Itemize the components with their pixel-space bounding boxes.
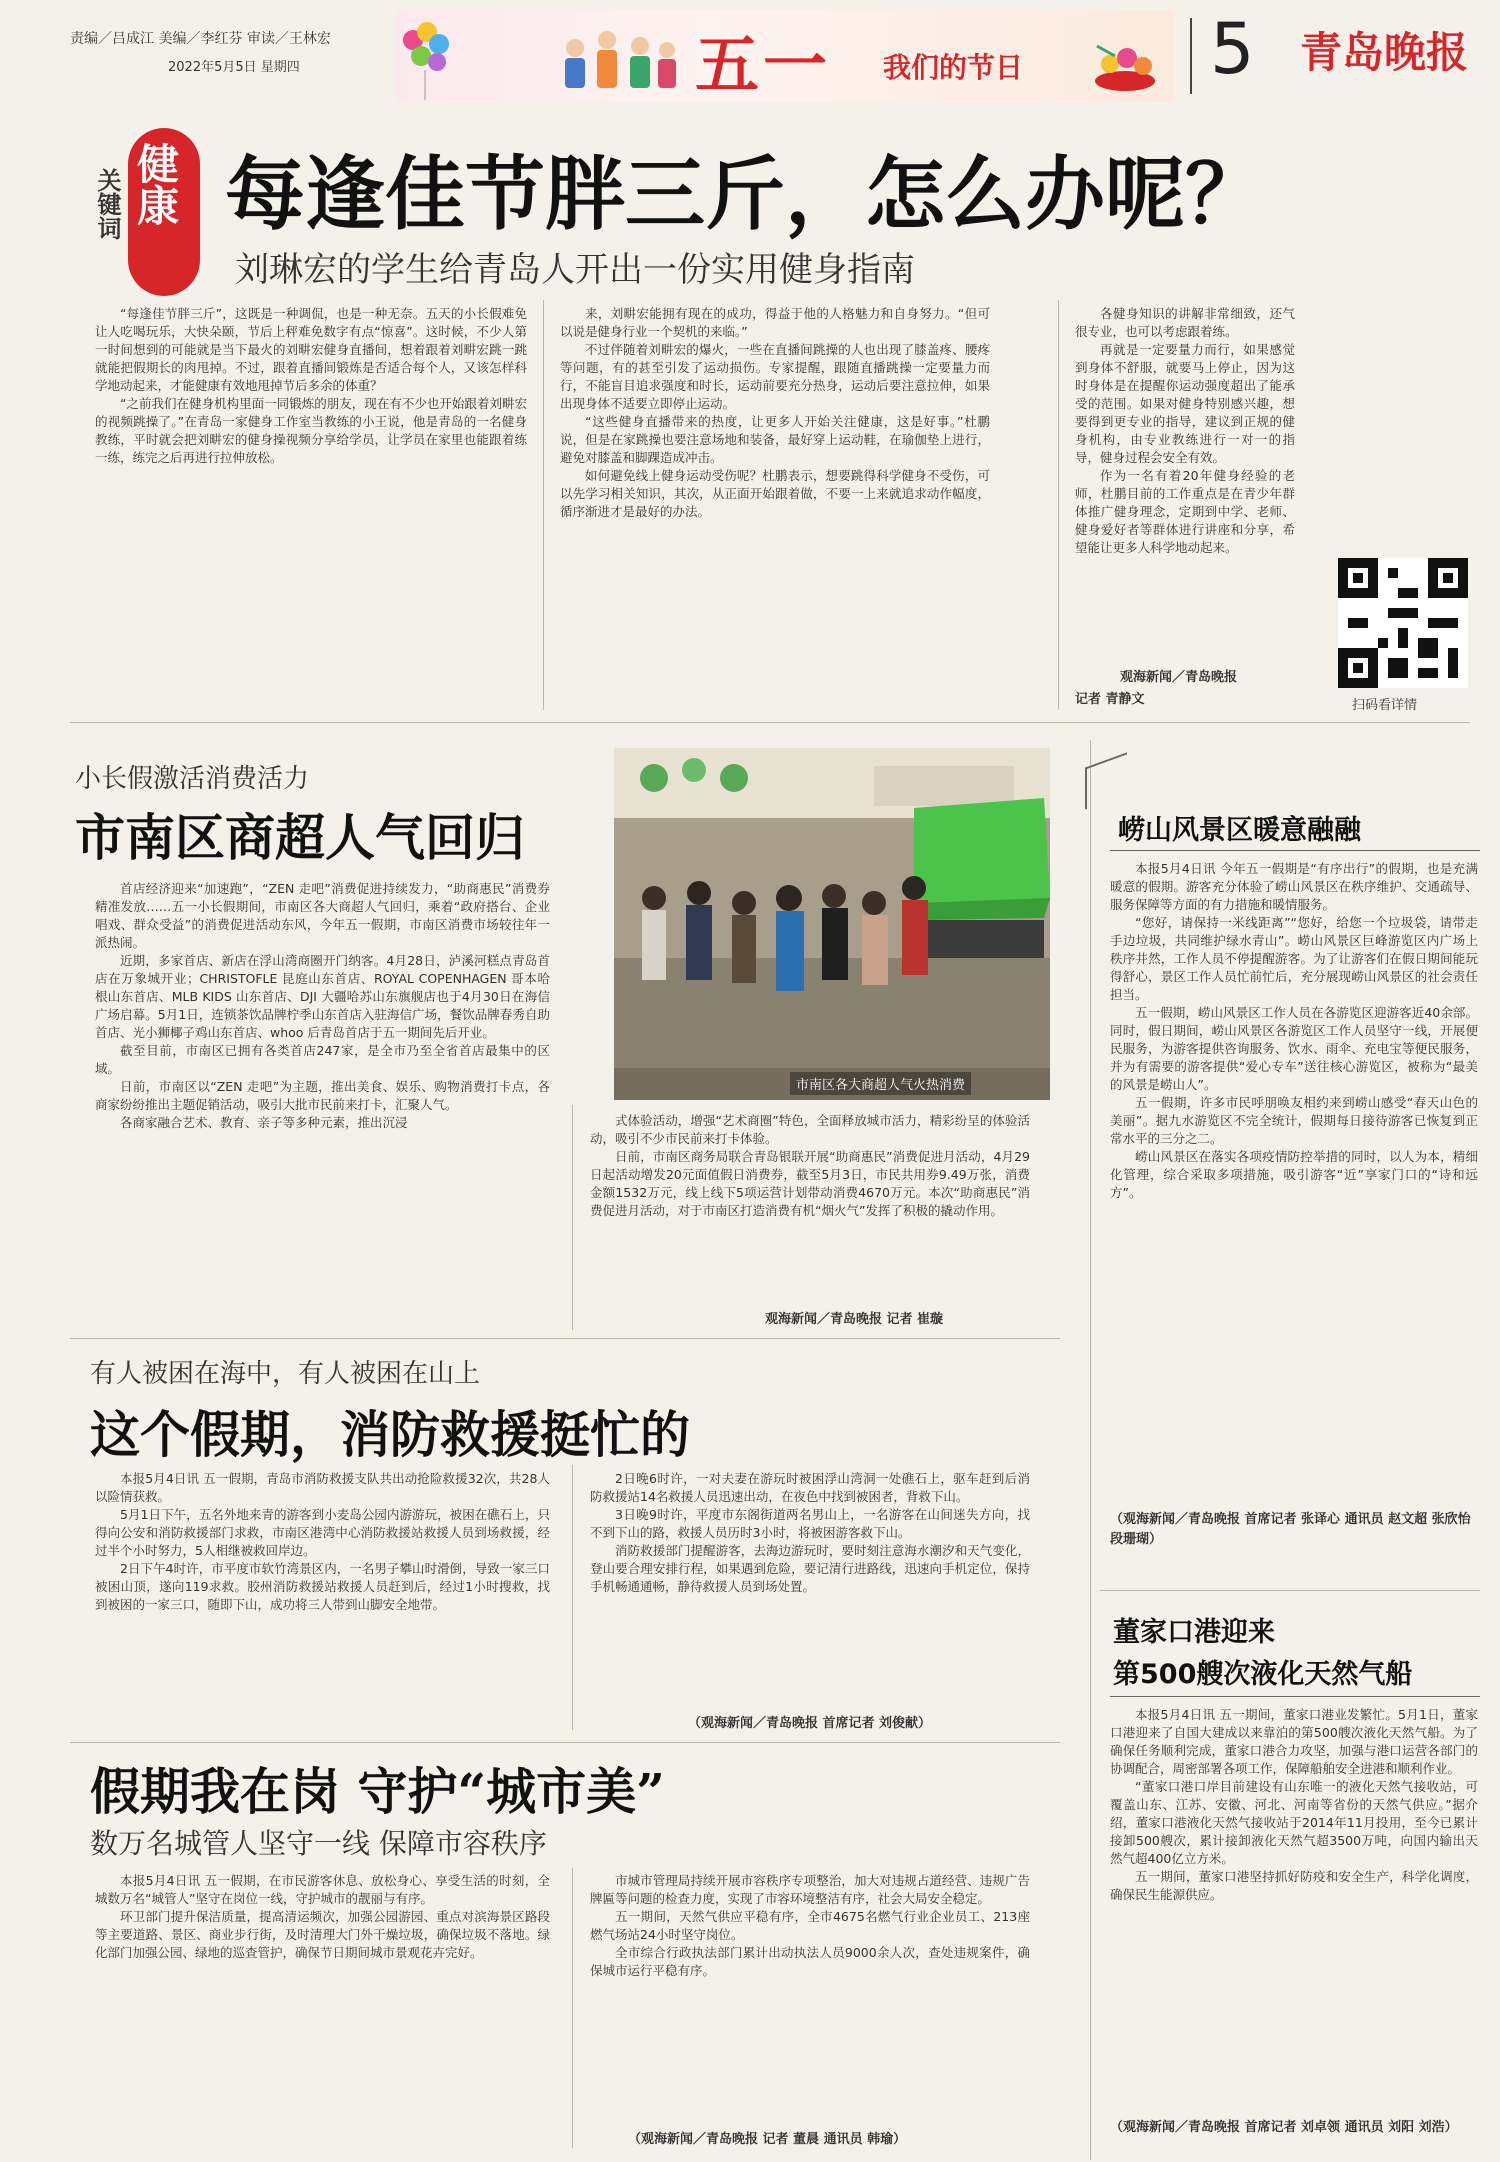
column-rule bbox=[543, 300, 544, 710]
paragraph: 五一假期，许多市民呼朋唤友相约来到崂山感受“春天山色的美丽”。据九水游览区不完全统计，假期每日接待游客已恢复到正常水平的三分之二。 bbox=[1110, 1095, 1478, 1146]
sidebar-corner-mark bbox=[1085, 752, 1127, 809]
paragraph: “您好，请保持一米线距离”“您好，给您一个垃圾袋，请带走手边垃圾，共同维护绿水青山”。崂山风景区巨峰游览区内广场上秩序井然，工作人员不停提醒游客。为了让游客们在假日期间能玩得舒心，景区工作人员忙前忙后，充分展现崂山风景区的社会责任担当。 bbox=[1110, 915, 1478, 1002]
sidebar-divider bbox=[1090, 740, 1091, 2160]
paragraph: 不过伴随着刘畊宏的爆火，一些在直播间跳操的人也出现了膝盖疼、腰疼等问题，有的甚至引发了运动损伤。专家提醒，跟随直播跳操一定要量力而行，不能盲目追求强度和时长，运动前要充分热身，运动后要注意拉伸，如果出现身体不适要立即停止运动。 bbox=[560, 342, 990, 411]
paragraph: 五一期间，董家口港坚持抓好防疫和安全生产，科学化调度，确保民生能源供应。 bbox=[1110, 1869, 1478, 1902]
city-subhead: 数万名城管人坚守一线 保障市容秩序 bbox=[90, 1827, 547, 1860]
balloons-illustration bbox=[395, 10, 455, 102]
column-rule bbox=[1058, 300, 1059, 710]
paragraph: “董家口港口岸目前建设有山东唯一的液化天然气接收站，可覆盖山东、江苏、安徽、河北、河南等省份的天然气供应。”据介绍，董家口港液化天然气接收站于2014年11月投用，至今已累计接卸500艘次，累计接卸液化天然气超3500万吨，向国内输出天然气超400亿立方米。 bbox=[1110, 1779, 1478, 1866]
paper-name-logo: 青岛晚报 bbox=[1300, 28, 1469, 77]
paragraph: 本报5月4日讯 五一假期，在市民游客休息、放松身心、享受生活的时刻，全城数万名“城管人”坚守在岗位一线，守护城市的靓丽与有序。 bbox=[95, 1873, 550, 1906]
lead-subhead: 刘琳宏的学生给青岛人开出一份实用健身指南 bbox=[235, 250, 915, 290]
column-rule bbox=[572, 1465, 573, 1730]
keyword-main: 健康 bbox=[131, 142, 180, 226]
column-rule bbox=[572, 1105, 573, 1330]
paragraph: 2日下午4时许，市平度市软竹湾景区内，一名男子攀山时滑倒，导致一家三口被困山顶，遂向119求救。胶州消防救援站救援人员赶到后，经过1小时搜救，找到被困的一家三口，随即下山，成功将三人带到山脚安全地带。 bbox=[95, 1561, 550, 1612]
city-byline: （观海新闻／青岛晚报 记者 董晨 通讯员 韩瑜） bbox=[628, 2132, 907, 2147]
paragraph: “之前我们在健身机构里面一同锻炼的朋友，现在有不少也开始跟着刘畊宏的视频跳操了。”在青岛一家健身工作室当教练的小王说，他是青岛的一名健身教练，平时就会把刘畊宏的健身操视频分享给学员，让学员在家里也能跟着练一练，练完之后再进行拉伸放松。 bbox=[95, 396, 527, 465]
laoshan-headline: 崂山风景区暖意融融 bbox=[1118, 815, 1361, 846]
laoshan-byline: （观海新闻／青岛晚报 首席记者 张译心 通讯员 赵文超 张欣怡 段珊瑚） bbox=[1110, 1512, 1471, 1547]
section-rule bbox=[1100, 1590, 1480, 1591]
section-rule bbox=[70, 1338, 1060, 1339]
paragraph: 各商家融合艺术、教育、亲子等多种元素，推出沉浸 bbox=[120, 1115, 408, 1130]
paragraph: 5月1日下午，五名外地来青的游客到小麦岛公园内游游玩，被困在礁石上，只得向公安和消防救援部门求救，市南区港湾中心消防救援站救援人员到场救援，经过半个小时努力，5人相继被救回岸边。 bbox=[95, 1507, 550, 1558]
qr-code[interactable] bbox=[1338, 558, 1468, 688]
lead-col-3 bbox=[1075, 305, 1295, 655]
laoshan-title-rule bbox=[1110, 850, 1480, 851]
laoshan-body bbox=[1110, 860, 1478, 1500]
mall-col-2 bbox=[590, 1112, 1030, 1297]
mall-photo[interactable] bbox=[614, 748, 1050, 1100]
keyword-side-label: 关键词 bbox=[93, 168, 121, 240]
paragraph: 3日晚9时许，平度市东阁街道两名男山上，一名游客在山间迷失方向，找不到下山的路，救援人员历时3小时，将被困游客救下山。 bbox=[590, 1507, 1030, 1540]
paragraph: 全市综合行政执法部门累计出动执法人员9000余人次，查处违规案件，确保城市运行平稳有序。 bbox=[590, 1945, 1030, 1978]
paragraph: “这些健身直播带来的热度，让更多人开始关注健康，这是好事。”杜鹏说，但是在家跳操也要注意场地和装备，最好穿上运动鞋，在瑜伽垫上进行，避免对膝盖和脚踝造成冲击。 bbox=[560, 414, 990, 465]
lead-col-1 bbox=[95, 305, 527, 705]
paragraph: 五一假期，崂山风景区工作人员在各游览区迎游客近40余部。同时，假日期间，崂山风景区各游览区工作人员坚守一线，开展便民服务，为游客提供咨询服务、饮水、雨伞、充电宝等便民服务，并为有需要的游客提供“爱心专车”送往核心游览区，被称为“最美的风景是崂山人”。 bbox=[1110, 1005, 1478, 1092]
fire-byline: （观海新闻／青岛晚报 首席记者 刘俊献） bbox=[688, 1716, 932, 1731]
date-line: 2022年5月5日 星期四 bbox=[168, 60, 300, 75]
lng-title-rule bbox=[1110, 1696, 1480, 1697]
paragraph: 作为一名有着20年健身经验的老师，杜鹏目前的工作重点是在青少年群体推广健身理念，定期到中学、老师、健身爱好者等群体进行讲座和分享，希望能让更多人科学地动起来。 bbox=[1075, 468, 1295, 555]
masthead bbox=[0, 0, 1500, 110]
column-rule bbox=[572, 1868, 573, 2148]
city-headline: 假期我在岗 守护“城市美” bbox=[90, 1762, 665, 1821]
fire-kicker: 有人被困在海中，有人被困在山上 bbox=[90, 1359, 481, 1389]
mall-kicker: 小长假激活消费活力 bbox=[75, 764, 310, 794]
city-col-2 bbox=[590, 1872, 1030, 2117]
section-rule bbox=[70, 1742, 1060, 1743]
paragraph: 本报5月4日讯 今年五一假期是“有序出行”的假期，也是充满暖意的假期。游客充分体验了崂山风景区在秩序维护、交通疏导、服务保障等方面的有力措施和暖情服务。 bbox=[1110, 861, 1478, 912]
lead-byline-org: 观海新闻／青岛晚报 bbox=[1120, 670, 1238, 685]
paragraph: 市城市管理局持续开展市容秩序专项整治，加大对违规占道经营、违规广告牌匾等问题的检查力度，实现了市容环境整洁有序，社会大局安全稳定。 bbox=[590, 1873, 1030, 1906]
lng-headline-line2: 第500艘次液化天然气船 bbox=[1113, 1659, 1413, 1690]
fire-col-2 bbox=[590, 1470, 1030, 1700]
paragraph: 首店经济迎来“加速跑”，“ZEN 走吧”消费促进持续发力，“助商惠民”消费券精准发放……五一小长假期间，市南区各大商超人气回归，乘着“政府搭台、企业唱戏、群众受益”的消费促进活动东风，今年五一假期，市南区消费市场较往年一派热闹。 bbox=[95, 881, 550, 950]
paragraph: 消防救援部门提醒游客，去海边游玩时，要时刻注意海水潮汐和天气变化，登山要合理安排行程，如果遇到危险，要记清行进路线，迅速向手机定位，保持手机畅通通畅，静待救援人员到场处置。 bbox=[590, 1543, 1030, 1594]
banner-title-big: 五一 bbox=[695, 28, 831, 102]
paragraph: 截至目前，市南区已拥有各类首店247家，是全市乃至全省首店最集中的区域。 bbox=[95, 1043, 550, 1076]
paragraph: 来，刘畊宏能拥有现在的成功，得益于他的人格魅力和自身努力。“但可以说是健身行业一个契机的来临。” bbox=[560, 306, 990, 339]
banner-title-small: 我们的节日 bbox=[883, 51, 1024, 84]
paragraph: “每逢佳节胖三斤”，这既是一种调侃，也是一种无奈。五天的小长假难免让人吃喝玩乐，大快朵颐，节后上秤难免数字有点“惊喜”。这时候，不少人第一时间想到的可能就是当下最火的刘畊宏健身直播间，想着跟着刘畊宏跳一跳就能把假期长的肉甩掉。不过，跟着直播间锻炼是否适合每个人，又该怎样科学地动起来，才能健康有效地甩掉节后多余的体重？ bbox=[95, 306, 527, 393]
fire-headline: 这个假期，消防救援挺忙的 bbox=[90, 1405, 690, 1464]
paragraph: 本报5月4日讯 五一期间，董家口港业发繁忙。5月1日，董家口港迎来了自国大建成以来靠泊的第500艘次液化天然气船。为了确保任务顺利完成，董家口港合力攻坚，加强与港口运营各部门的协调配合，周密部署各项工作，保障船舶安全进港和顺利作业。 bbox=[1110, 1707, 1478, 1776]
paragraph: 日前，市南区商务局联合青岛银联开展“助商惠民”消费促进月活动，4月29日起活动增发20元面值假日消费券，截至5月3日，市民共用券9.49万张，消费金额1532万元，线上线下5项运营计划带动消费4670万元。本次“助商惠民”消费促进月活动，对于市南区打造消费有机“烟火气”发挥了积极的撬动作用。 bbox=[590, 1149, 1030, 1218]
paragraph: 本报5月4日讯 五一假期，青岛市消防救援支队共出动抢险救援32次，共28人以险情获救。 bbox=[95, 1471, 550, 1504]
mall-headline: 市南区商超人气回归 bbox=[75, 808, 525, 867]
lng-byline: （观海新闻／青岛晚报 首席记者 刘卓领 通讯员 刘阳 刘浩） bbox=[1110, 2120, 1458, 2135]
fire-col-1 bbox=[95, 1470, 550, 1735]
lead-byline-reporter: 记者 青静文 bbox=[1075, 692, 1145, 707]
editor-line: 责编／吕成江 美编／李红芬 审读／王林宏 bbox=[70, 31, 331, 47]
lng-body bbox=[1110, 1706, 1478, 2116]
paragraph: 2日晚6时许，一对夫妻在游玩时被困浮山湾洞一处礁石上，驱车赶到后消防救援站14名救援人员迅速出动，在夜色中找到被困者，背救下山。 bbox=[590, 1471, 1030, 1504]
paragraph: 各健身知识的讲解非常细致，还气很专业，也可以考虑跟着练。 bbox=[1075, 306, 1295, 339]
page-number: 5 bbox=[1210, 8, 1255, 90]
lng-headline-line1: 董家口港迎来 bbox=[1113, 1617, 1275, 1648]
photo-caption: 市南区各大商超人气火热消费 bbox=[790, 1072, 971, 1095]
paragraph: 五一期间，天然气供应平稳有序，全市4675名燃气行业企业员工、213座燃气场站24小时坚守岗位。 bbox=[590, 1909, 1030, 1942]
header-divider bbox=[1190, 18, 1192, 94]
city-col-1 bbox=[95, 1872, 550, 2152]
paragraph: 日前，市南区以“ZEN 走吧”为主题，推出美食、娱乐、购物消费打卡点，各商家纷纷推出主题促销活动，吸引大批市民前来打卡，汇聚人气。 bbox=[95, 1079, 550, 1112]
section-rule bbox=[70, 722, 1470, 723]
keyword-badge bbox=[128, 128, 200, 296]
flower-basket-illustration bbox=[1085, 26, 1165, 96]
mall-col-1 bbox=[95, 880, 550, 1360]
paragraph: 再就是一定要量力而行，如果感觉到身体不舒服，就要马上停止，因为这时身体是在提醒你运动强度超出了能承受的范围。如果对健身特别感兴趣，想要得到更专业的指导，建议到正规的健身机构，由专业教练进行一对一的指导，健身过程会安全有效。 bbox=[1075, 342, 1295, 465]
qr-caption: 扫码看详情 bbox=[1352, 698, 1418, 713]
lead-col-2 bbox=[560, 305, 990, 705]
paragraph: 环卫部门提升保洁质量，提高清运频次，加强公园游园、重点对滨海景区路段等主要道路、景区、商业步行街，及时清理大门外干燥垃圾，确保垃圾不落地。绿化部门加强公园、绿地的巡查管护，确保节日期间城市景观花卉完好。 bbox=[95, 1909, 550, 1960]
paragraph: 式体验活动，增强“艺术商圈”特色，全面释放城市活力，精彩纷呈的体验活动，吸引不少市民前来打卡体验。 bbox=[590, 1113, 1030, 1146]
paragraph: 崂山风景区在落实各项疫情防控举措的同时，以人为本，精细化管理，综合采取多项措施，吸引游客“近”享家门口的“诗和远方”。 bbox=[1110, 1149, 1478, 1200]
paragraph: 近期，多家首店、新店在浮山湾商圈开门纳客。4月28日，泸溪河糕点青岛首店在万象城开业；CHRISTOFLE 昆庭山东首店、ROYAL COPENHAGEN 哥本哈根山东首店、MLB KIDS 山东首店、DJI 大疆哈苏山东旗舰店也于4月30日在海信广场启幕。5月1日，连锁茶饮品牌柠季山东首店入驻海信广场，餐饮品牌春秀自助首店、光小狮椰子鸡山东首店、whoo 后青岛首店于五一期间先后开业。 bbox=[95, 953, 550, 1040]
workers-illustration bbox=[545, 18, 685, 102]
paragraph: 如何避免线上健身运动受伤呢？杜鹏表示，想要跳得科学健身不受伤，可以先学习相关知识，其次，从正面开始跟着做，不要一上来就追求动作幅度，循序渐进才是最好的办法。 bbox=[560, 468, 990, 519]
mall-byline: 观海新闻／青岛晚报 记者 崔璇 bbox=[765, 1312, 944, 1327]
lead-headline: 每逢佳节胖三斤，怎么办呢？ bbox=[225, 147, 1265, 241]
holiday-banner bbox=[395, 10, 1175, 102]
